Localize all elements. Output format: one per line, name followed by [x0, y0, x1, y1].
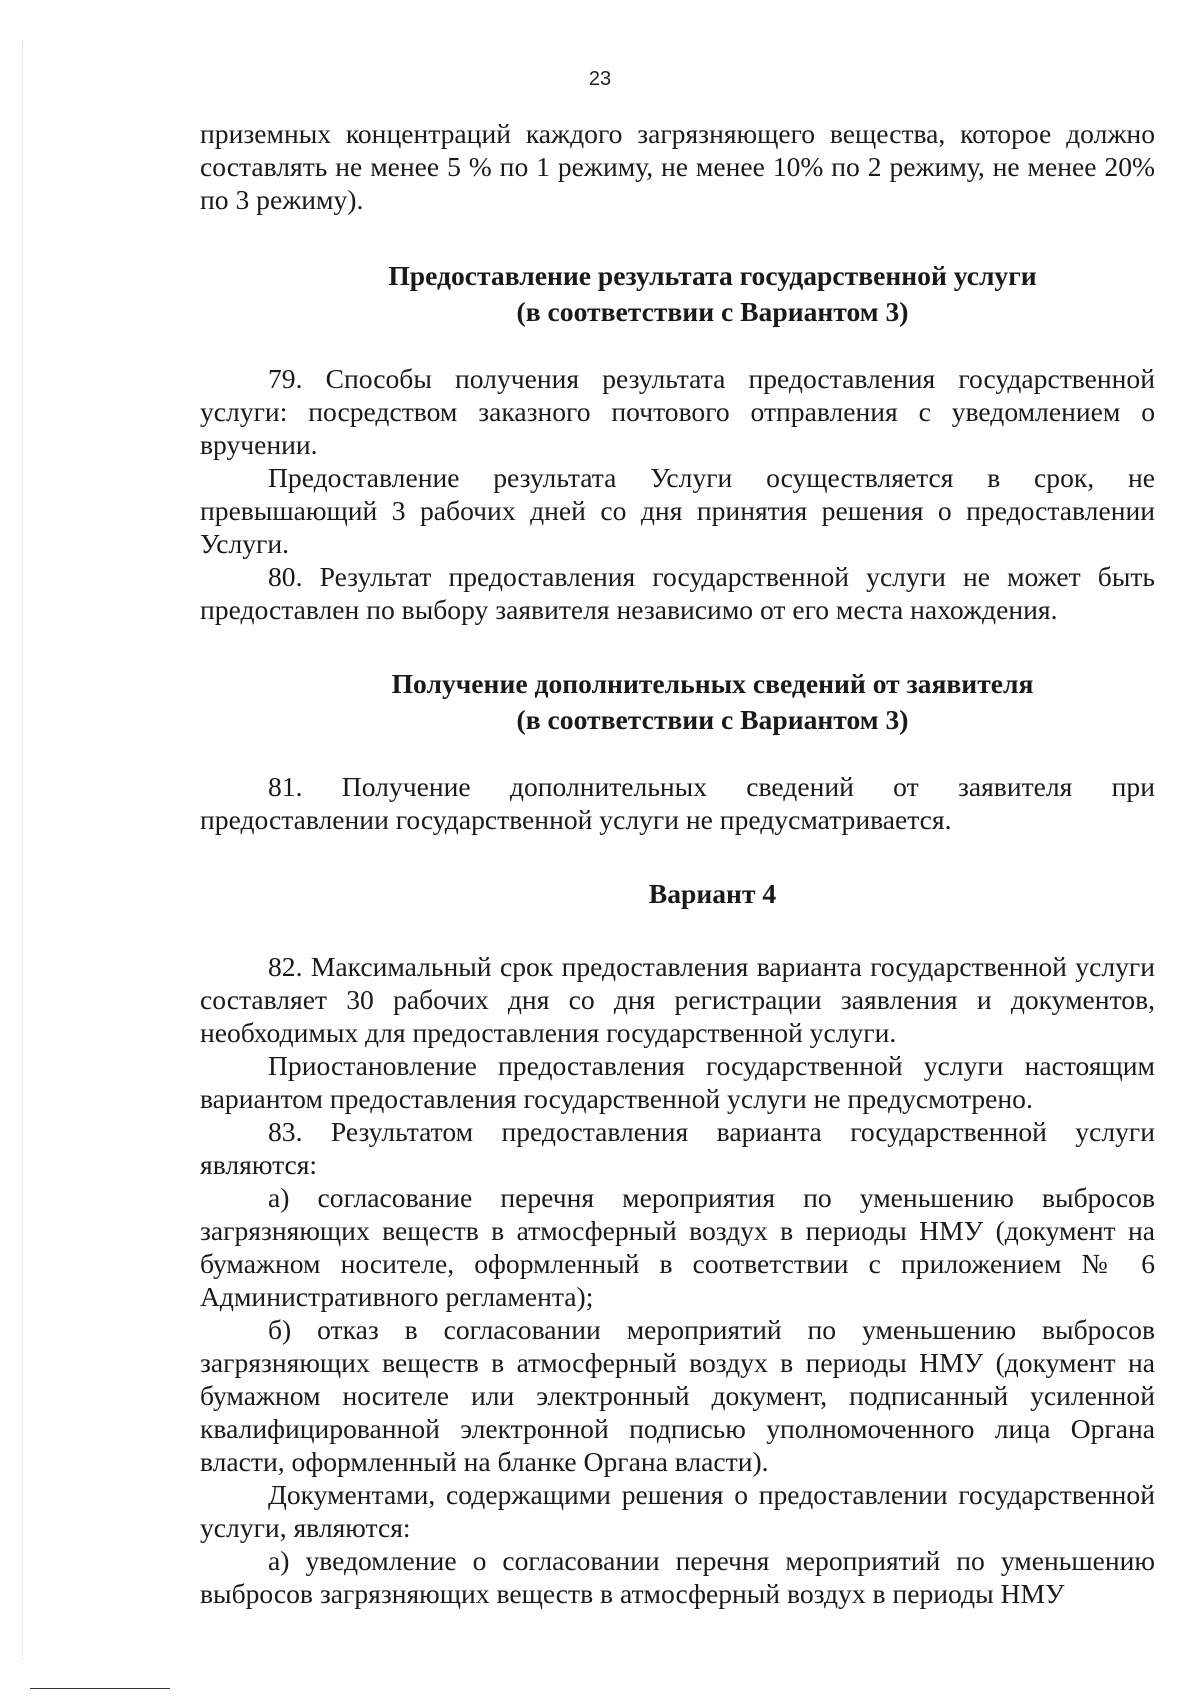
scan-edge-mark	[22, 40, 23, 1660]
intro-paragraph: приземных концентраций каждого загрязняющего вещества, которое должно составлять не менее 5 % по 1 режиму, не менее 10% по 2 режиму, не менее 20% по 3 режиму).	[200, 118, 1155, 215]
page-number: 23	[588, 68, 612, 90]
paragraph-79-b: Предоставление результата Услуги осуществляется в срок, не превышающий 3 рабочих дней со дня принятия решения о предоставлении Услуги.	[200, 462, 1155, 559]
paragraph-79: 79. Способы получения результата предоставления государственной услуги: посредством заказного почтового отправления с уведомлением о вручении.	[200, 363, 1155, 460]
section-heading-additional-info	[200, 666, 1155, 738]
section-heading-result-line1: Предоставление результата государственной услуги	[388, 260, 1037, 291]
paragraph-decision-documents: Документами, содержащими решения о предоставлении государственной услуги, являются:	[200, 1479, 1155, 1543]
section-heading-result	[200, 258, 1155, 330]
paragraph-80: 80. Результат предоставления государственной услуги не может быть предоставлен по выбору заявителя независимо от его места нахождения.	[200, 561, 1155, 625]
section-heading-variant-4: Вариант 4	[648, 878, 777, 909]
paragraph-83-b: б) отказ в согласовании мероприятий по уменьшению выбросов загрязняющих веществ в атмосферный воздух в периоды НМУ (документ на бумажном носителе или электронный документ, подписанный усиленной квалифицированной электронной подписью уполномоченного лица Органа власти, оформленный на бланке Органа власти).	[200, 1314, 1155, 1477]
footer-rule	[30, 1688, 170, 1689]
paragraph-81: 81. Получение дополнительных сведений от заявителя при предоставлении государственной услуги не предусматривается.	[200, 771, 1155, 835]
paragraph-82-b: Приостановление предоставления государственной услуги настоящим вариантом предоставления государственной услуги не предусмотрено.	[200, 1050, 1155, 1114]
paragraph-83-a: а) согласование перечня мероприятия по уменьшению выбросов загрязняющих веществ в атмосферный воздух в периоды НМУ (документ на бумажном носителе, оформленный в соответствии с приложением № 6 Административного регламента);	[200, 1182, 1155, 1312]
section-heading-result-line2: (в соответствии с Вариантом 3)	[516, 296, 909, 327]
paragraph-decision-documents-a: а) уведомление о согласовании перечня мероприятий по уменьшению выбросов загрязняющих веществ в атмосферный воздух в периоды НМУ	[200, 1545, 1155, 1609]
document-body	[200, 117, 1155, 1610]
section-heading-additional-info-line2: (в соответствии с Вариантом 3)	[516, 704, 909, 735]
section-heading-additional-info-line1: Получение дополнительных сведений от заявителя	[391, 668, 1034, 699]
paragraph-82: 82. Максимальный срок предоставления варианта государственной услуги составляет 30 рабочих дня со дня регистрации заявления и документов, необходимых для предоставления государственной услуги.	[200, 951, 1155, 1048]
paragraph-83: 83. Результатом предоставления варианта государственной услуги являются:	[200, 1116, 1155, 1180]
